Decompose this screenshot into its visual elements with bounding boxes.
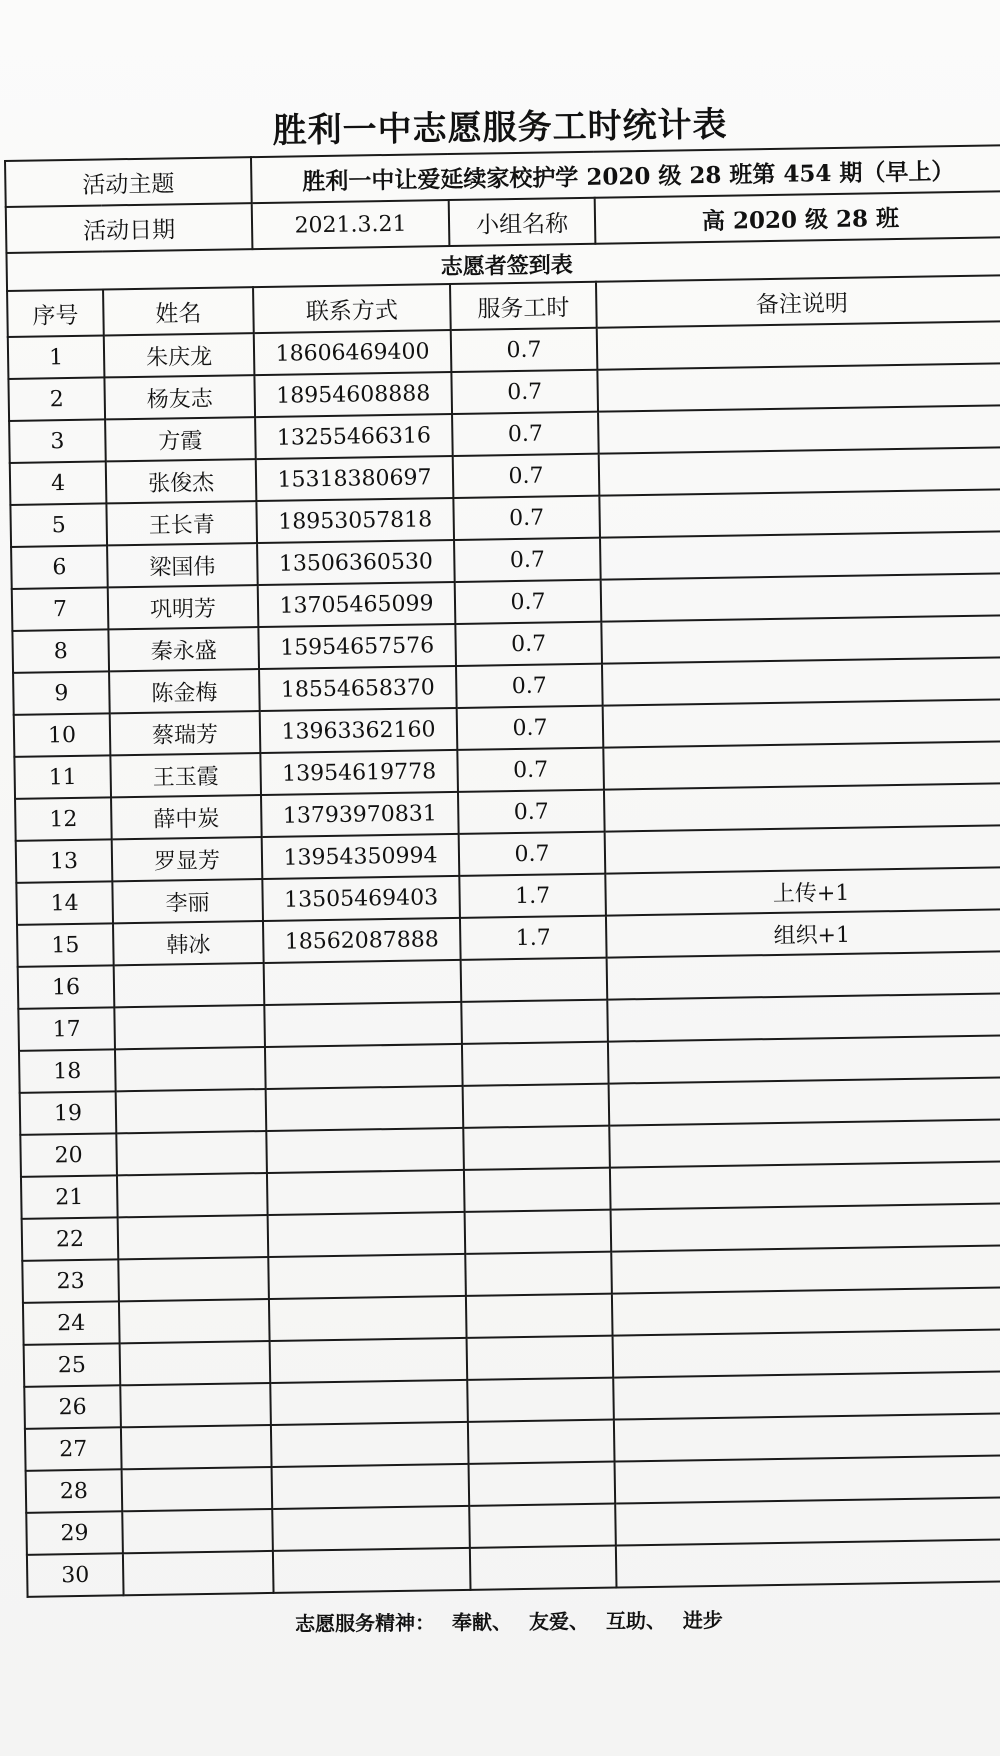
cell-hours <box>466 1294 613 1338</box>
cell-hours <box>463 1126 610 1170</box>
cell-hours <box>468 1420 615 1464</box>
cell-no: 23 <box>22 1259 119 1303</box>
footer-motto: 志愿服务精神： 奉献、 友爱、 互助、 进步 <box>294 1608 723 1636</box>
cell-contact: 13963362160 <box>260 708 458 753</box>
cell-remarks <box>601 615 1000 663</box>
cell-contact: 13954619778 <box>260 750 458 795</box>
cell-contact: 18954608888 <box>254 372 452 417</box>
col-header-no: 序号 <box>7 289 104 337</box>
cell-remarks <box>597 363 1000 411</box>
cell-remarks <box>599 447 1000 495</box>
cell-no: 16 <box>18 965 115 1009</box>
cell-remarks <box>607 951 1000 999</box>
cell-hours: 0.7 <box>457 748 604 792</box>
cell-remarks <box>612 1287 1000 1335</box>
cell-name: 王玉霞 <box>110 753 261 797</box>
table-body <box>5 145 1000 1597</box>
cell-no: 10 <box>14 713 111 757</box>
col-header-name: 姓名 <box>103 287 254 335</box>
cell-hours: 0.7 <box>455 580 602 624</box>
service-hours-sheet <box>4 144 1000 1598</box>
cell-remarks <box>615 1455 1000 1503</box>
cell-remarks <box>605 825 1000 873</box>
cell-no: 2 <box>8 377 105 421</box>
cell-name <box>119 1299 270 1343</box>
cell-contact: 13705465099 <box>258 582 456 627</box>
cell-name <box>118 1257 269 1301</box>
cell-name: 蔡瑞芳 <box>110 711 261 755</box>
cell-no: 20 <box>20 1133 117 1177</box>
cell-hours: 0.7 <box>459 832 606 876</box>
cell-name <box>120 1383 271 1427</box>
cell-remarks <box>615 1497 1000 1545</box>
cell-contact: 13793970831 <box>261 792 459 837</box>
cell-hours: 0.7 <box>458 790 605 834</box>
cell-remarks <box>603 741 1000 789</box>
cell-name <box>116 1089 267 1133</box>
group-name-label: 小组名称 <box>449 198 596 246</box>
cell-no: 22 <box>22 1217 119 1261</box>
cell-name <box>120 1341 271 1385</box>
cell-contact: 13505469403 <box>262 876 460 921</box>
cell-contact <box>272 1506 470 1551</box>
cell-remarks <box>597 321 1000 369</box>
cell-remarks <box>607 993 1000 1041</box>
cell-remarks <box>604 783 1000 831</box>
cell-hours <box>464 1168 611 1212</box>
cell-remarks <box>613 1371 1000 1419</box>
cell-hours: 0.7 <box>456 664 603 708</box>
cell-name <box>114 1005 265 1049</box>
cell-remarks <box>611 1245 1000 1293</box>
service-hours-table <box>4 144 1000 1598</box>
cell-no: 14 <box>16 881 113 925</box>
col-header-hours: 服务工时 <box>450 282 597 330</box>
cell-hours: 0.7 <box>451 370 598 414</box>
cell-hours <box>465 1252 612 1296</box>
cell-contact <box>264 960 462 1005</box>
cell-contact <box>264 1002 462 1047</box>
cell-remarks <box>603 699 1000 747</box>
cell-name: 方霞 <box>105 417 256 461</box>
cell-contact <box>273 1548 471 1593</box>
cell-name: 朱庆龙 <box>104 333 255 377</box>
cell-remarks <box>608 1035 1000 1083</box>
cell-name <box>122 1509 273 1553</box>
cell-remarks: 组织+1 <box>606 909 1000 957</box>
cell-hours: 0.7 <box>453 454 600 498</box>
cell-name <box>116 1131 267 1175</box>
cell-hours <box>463 1084 610 1128</box>
cell-hours <box>461 958 608 1002</box>
cell-no: 17 <box>18 1007 115 1051</box>
cell-no: 9 <box>13 671 110 715</box>
cell-name <box>115 1047 266 1091</box>
col-header-remarks: 备注说明 <box>596 275 1000 327</box>
cell-contact <box>266 1086 464 1131</box>
cell-contact: 13506360530 <box>257 540 455 585</box>
cell-no: 8 <box>12 629 109 673</box>
cell-hours: 0.7 <box>451 328 598 372</box>
cell-hours <box>467 1378 614 1422</box>
cell-remarks <box>614 1413 1000 1461</box>
cell-contact: 15318380697 <box>256 456 454 501</box>
page-title: 胜利一中志愿服务工时统计表 <box>272 104 728 152</box>
cell-contact: 18562087888 <box>263 918 461 963</box>
cell-name <box>114 963 265 1007</box>
cell-remarks <box>600 531 1000 579</box>
cell-remarks <box>611 1203 1000 1251</box>
cell-name: 张俊杰 <box>106 459 257 503</box>
cell-name <box>117 1173 268 1217</box>
cell-hours: 0.7 <box>452 412 599 456</box>
cell-contact: 18554658370 <box>259 666 457 711</box>
cell-no: 7 <box>12 587 109 631</box>
cell-remarks <box>616 1539 1000 1587</box>
cell-hours <box>465 1210 612 1254</box>
cell-hours: 1.7 <box>459 874 606 918</box>
cell-hours: 1.7 <box>460 916 607 960</box>
cell-name: 韩冰 <box>113 921 264 965</box>
cell-name: 巩明芳 <box>108 585 259 629</box>
cell-remarks <box>609 1077 1000 1125</box>
activity-date-value: 2021.3.21 <box>252 200 450 249</box>
cell-hours <box>469 1504 616 1548</box>
activity-topic-value: 胜利一中让爱延续家校护学 2020 级 28 班第 454 期（早上） <box>251 145 1000 203</box>
activity-date-label: 活动日期 <box>6 203 253 253</box>
cell-no: 3 <box>9 419 106 463</box>
cell-name: 王长青 <box>106 501 257 545</box>
cell-name: 陈金梅 <box>109 669 260 713</box>
cell-name <box>118 1215 269 1259</box>
cell-remarks <box>599 489 1000 537</box>
cell-remarks: 上传+1 <box>605 867 1000 915</box>
cell-contact <box>271 1422 469 1467</box>
cell-contact: 18953057818 <box>256 498 454 543</box>
cell-remarks <box>610 1161 1000 1209</box>
cell-no: 29 <box>26 1511 123 1555</box>
group-name-value: 高 2020 级 28 班 <box>595 191 1000 243</box>
cell-no: 5 <box>10 503 107 547</box>
cell-contact: 13954350994 <box>262 834 460 879</box>
cell-remarks <box>602 657 1000 705</box>
cell-hours <box>469 1462 616 1506</box>
cell-contact: 18606469400 <box>254 330 452 375</box>
cell-no: 26 <box>24 1385 121 1429</box>
cell-contact <box>265 1044 463 1089</box>
activity-topic-label: 活动主题 <box>5 157 252 207</box>
cell-no: 30 <box>27 1553 124 1597</box>
cell-hours: 0.7 <box>455 622 602 666</box>
cell-contact <box>268 1212 466 1257</box>
cell-contact: 13255466316 <box>255 414 453 459</box>
cell-remarks <box>598 405 1000 453</box>
cell-no: 24 <box>23 1301 120 1345</box>
cell-no: 27 <box>25 1427 122 1471</box>
cell-hours: 0.7 <box>457 706 604 750</box>
cell-no: 28 <box>26 1469 123 1513</box>
cell-no: 25 <box>24 1343 121 1387</box>
cell-contact <box>270 1380 468 1425</box>
cell-contact <box>272 1464 470 1509</box>
cell-hours <box>462 1042 609 1086</box>
cell-no: 19 <box>20 1091 117 1135</box>
cell-name: 秦永盛 <box>108 627 259 671</box>
cell-remarks <box>601 573 1000 621</box>
cell-no: 11 <box>14 755 111 799</box>
cell-contact <box>268 1254 466 1299</box>
cell-hours: 0.7 <box>453 496 600 540</box>
cell-contact <box>270 1338 468 1383</box>
cell-contact <box>266 1128 464 1173</box>
cell-contact: 15954657576 <box>258 624 456 669</box>
cell-name: 李丽 <box>112 879 263 923</box>
cell-contact <box>269 1296 467 1341</box>
cell-no: 12 <box>15 797 112 841</box>
cell-name: 薛中炭 <box>111 795 262 839</box>
cell-name <box>122 1467 273 1511</box>
cell-hours <box>461 1000 608 1044</box>
cell-name: 梁国伟 <box>107 543 258 587</box>
cell-hours <box>467 1336 614 1380</box>
cell-remarks <box>613 1329 1000 1377</box>
cell-no: 15 <box>17 923 114 967</box>
cell-no: 4 <box>10 461 107 505</box>
cell-no: 18 <box>19 1049 116 1093</box>
cell-name <box>121 1425 272 1469</box>
cell-no: 6 <box>11 545 108 589</box>
cell-contact <box>267 1170 465 1215</box>
cell-name: 杨友志 <box>104 375 255 419</box>
section-title: 志愿者签到表 <box>6 237 1000 291</box>
cell-name <box>123 1551 274 1595</box>
cell-no: 13 <box>16 839 113 883</box>
cell-no: 1 <box>8 335 105 379</box>
cell-hours <box>470 1546 617 1590</box>
cell-hours: 0.7 <box>454 538 601 582</box>
col-header-contact: 联系方式 <box>253 284 451 333</box>
cell-remarks <box>609 1119 1000 1167</box>
cell-name: 罗显芳 <box>112 837 263 881</box>
cell-no: 21 <box>21 1175 118 1219</box>
